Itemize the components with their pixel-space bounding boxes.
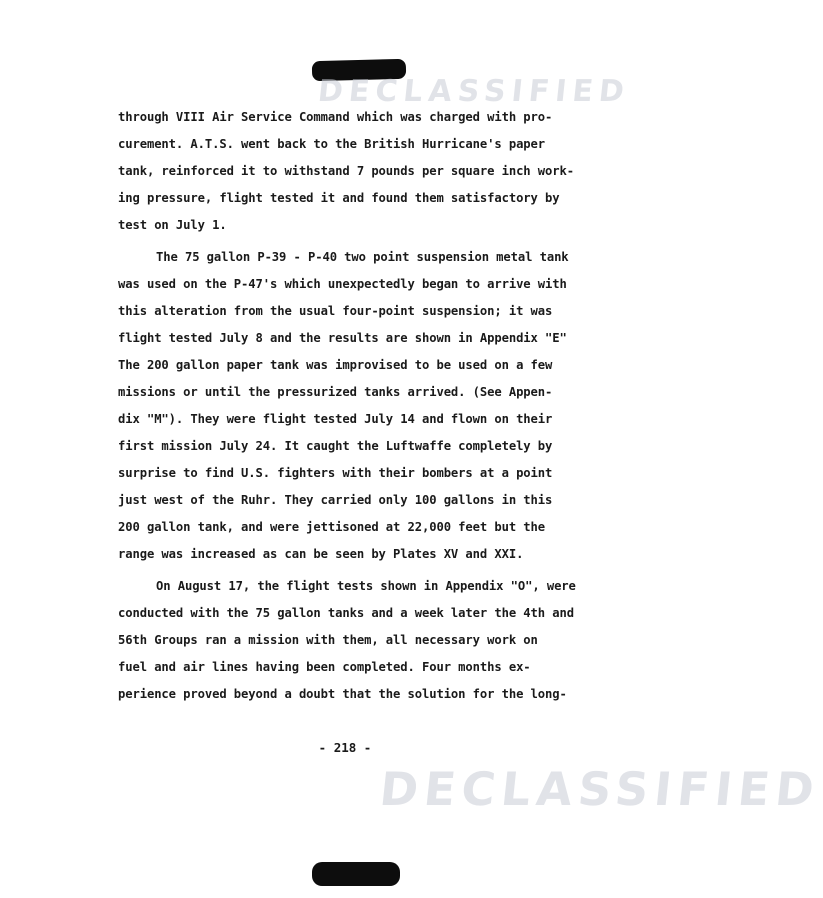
text-line: The 200 gallon paper tank was improvised to be used on a few bbox=[118, 358, 553, 372]
text-line: just west of the Ruhr. They carried only 100 gallons in this bbox=[118, 493, 553, 507]
text-line: tank, reinforced it to withstand 7 pounds per square inch work- bbox=[118, 164, 574, 178]
declassified-stamp-bottom: DECLASSIFIED bbox=[377, 762, 823, 816]
text-line: first mission July 24. It caught the Luftwaffe completely by bbox=[118, 439, 553, 453]
text-line: perience proved beyond a doubt that the solution for the long- bbox=[118, 687, 567, 701]
text-line: missions or until the pressurized tanks arrived. (See Appen- bbox=[118, 385, 553, 399]
text-line: test on July 1. bbox=[118, 218, 227, 232]
paragraph-1 bbox=[118, 104, 578, 239]
body-text bbox=[118, 104, 578, 708]
text-line: conducted with the 75 gallon tanks and a week later the 4th and bbox=[118, 606, 574, 620]
text-line: On August 17, the flight tests shown in Appendix "O", were bbox=[156, 579, 576, 593]
paragraph-3 bbox=[118, 573, 578, 708]
text-line: this alteration from the usual four-point suspension; it was bbox=[118, 304, 553, 318]
text-line: curement. A.T.S. went back to the British Hurricane's paper bbox=[118, 137, 546, 151]
text-line: was used on the P-47's which unexpectedly began to arrive with bbox=[118, 277, 567, 291]
page-number: - 218 - bbox=[318, 740, 372, 755]
text-line: fuel and air lines having been completed. Four months ex- bbox=[118, 660, 531, 674]
text-line: ing pressure, flight tested it and found them satisfactory by bbox=[118, 191, 560, 205]
redaction-bar-bottom bbox=[312, 862, 400, 886]
text-line: flight tested July 8 and the results are shown in Appendix "E" bbox=[118, 331, 567, 345]
paragraph-2 bbox=[118, 244, 578, 568]
text-line: through VIII Air Service Command which was charged with pro- bbox=[118, 110, 553, 124]
text-line: 56th Groups ran a mission with them, all necessary work on bbox=[118, 633, 538, 647]
text-line: surprise to find U.S. fighters with their bombers at a point bbox=[118, 466, 553, 480]
text-line: 200 gallon tank, and were jettisoned at 22,000 feet but the bbox=[118, 520, 546, 534]
text-line: dix "M"). They were flight tested July 14 and flown on their bbox=[118, 412, 553, 426]
declassified-stamp-top: DECLASSIFIED bbox=[316, 74, 632, 109]
text-line: The 75 gallon P-39 - P-40 two point suspension metal tank bbox=[156, 250, 569, 264]
text-line: range was increased as can be seen by Plates XV and XXI. bbox=[118, 547, 524, 561]
